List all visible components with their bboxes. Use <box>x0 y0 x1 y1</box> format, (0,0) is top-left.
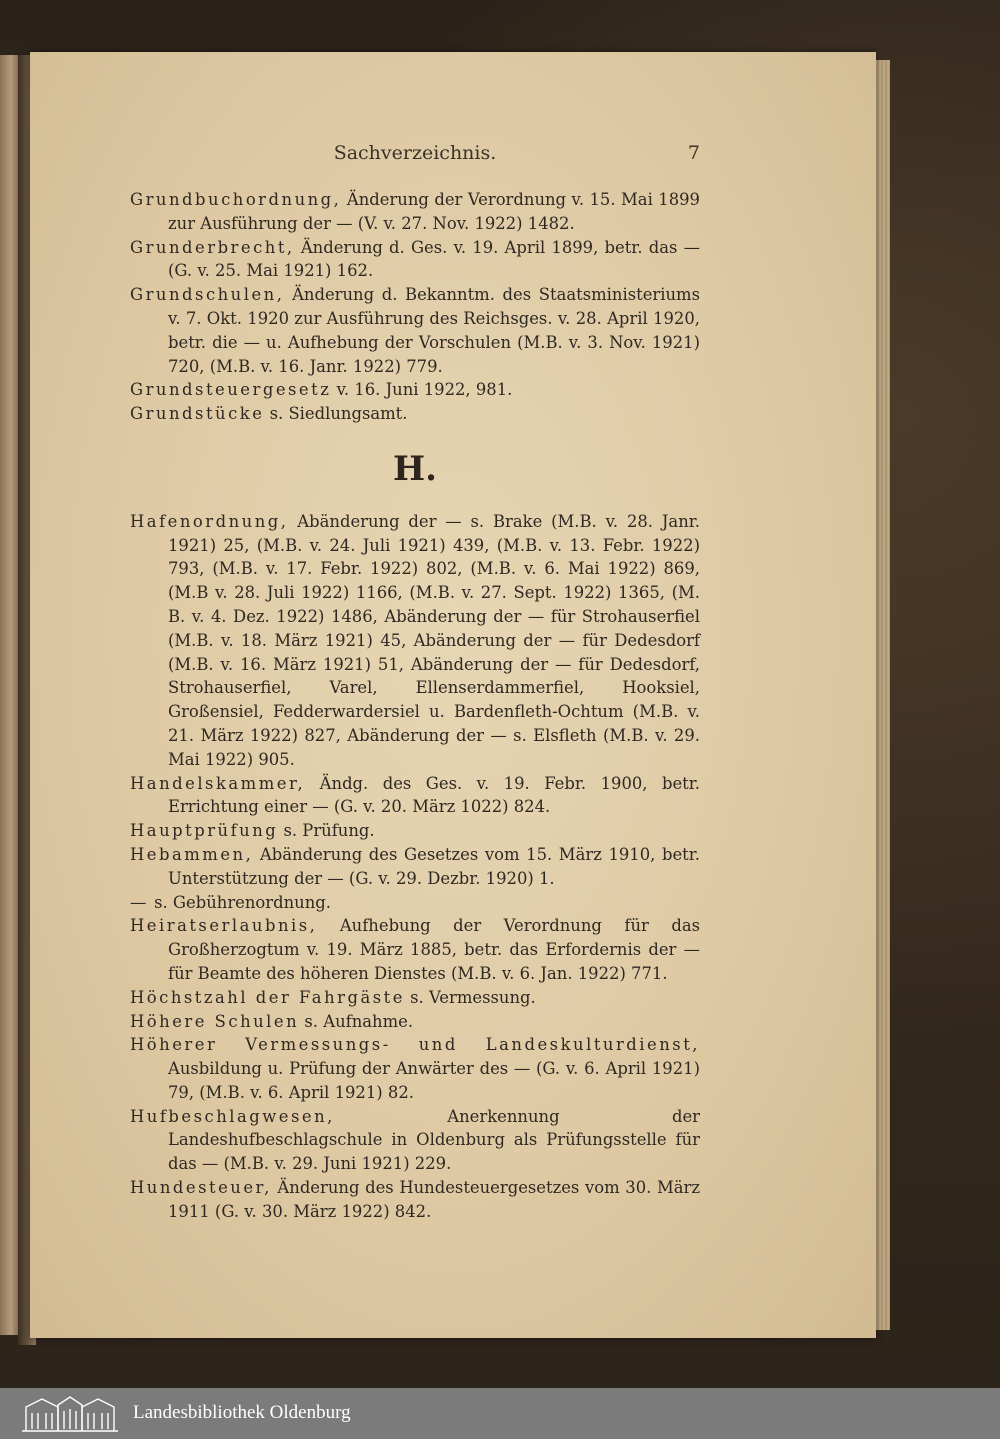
entry-text: Anerkennung der Landeshufbeschlagschule in Oldenburg als Prüfungsstelle für das — (M.B. v. 29. Juni 1921) 229. <box>168 1106 700 1174</box>
entry-text: Änderung d. Ges. v. 19. April 1899, betr. das — (G. v. 25. Mai 1921) 162. <box>168 237 700 281</box>
entry-keyword: Höchstzahl der Fahrgäste <box>130 987 405 1007</box>
entry-text: Abänderung des Gesetzes vom 15. März 1910, betr. Unterstützung der — (G. v. 29. Dezbr. 1920) 1. <box>168 844 700 888</box>
entry-text: Ausbildung u. Prüfung der Anwärter des — (G. v. 6. April 1921) 79, (M.B. v. 6. April 1921) 82. <box>168 1059 700 1102</box>
index-entry <box>130 236 700 284</box>
index-entry <box>130 819 700 843</box>
index-entry <box>130 986 700 1010</box>
entry-text: s. Aufnahme. <box>299 1011 414 1031</box>
entry-text: Änderung d. Bekanntm. des Staatsministeriums v. 7. Okt. 1920 zur Ausführung des Reichsges. v. 28. April 1920, betr. die — u. Aufhebung der Vorschulen (M.B. v. 3. Nov. 1921) 720, (M.B. v. 16. Janr. 1922) 779. <box>168 285 700 376</box>
section-letter: H. <box>393 448 437 489</box>
entry-keyword: Hufbeschlagwesen, <box>130 1106 335 1126</box>
entries-g-group <box>130 188 700 426</box>
library-building-logo <box>20 1393 120 1433</box>
entry-keyword: Hauptprüfung <box>130 821 279 841</box>
page-number: 7 <box>687 142 700 164</box>
entry-keyword: Höhere Schulen <box>130 1011 300 1031</box>
entry-keyword: Hebammen, <box>130 844 254 864</box>
library-name: Landesbibliothek Oldenburg <box>133 1402 351 1423</box>
entry-text: s. Prüfung. <box>278 821 375 841</box>
index-entry <box>130 188 700 236</box>
entry-keyword: Hundesteuer, <box>130 1178 272 1198</box>
entry-text: Ändg. des Ges. v. 19. Febr. 1900, betr. Errichtung einer — (G. v. 20. März 1022) 824. <box>168 773 700 817</box>
entry-text: Änderung des Hundesteuergesetzes vom 30. März 1911 (G. v. 30. März 1922) 842. <box>168 1178 700 1221</box>
header-title: Sachverzeichnis. <box>333 142 497 164</box>
entry-keyword: Grundstücke <box>130 404 265 424</box>
index-entry <box>130 378 700 402</box>
entry-keyword: Höherer Vermessungs- und Landeskulturdienst, <box>130 1035 700 1055</box>
running-header <box>130 142 700 172</box>
entry-text: s. Gebührenordnung. <box>148 892 331 912</box>
entry-text: Abänderung der — s. Brake (M.B. v. 28. Janr. 1921) 25, (M.B. v. 24. Juli 1921) 439, (M.B. v. 13. Febr. 1922) 793, (M.B. v. 17. Febr. 1922) 802, (M.B. v. 6. Mai 1922) 869, (M.B v. 28. Juli 1922) 1166, (M.B. v. 27. Sept. 1922) 1365, (M. B. v. 4. Dez. 1922) 1486, Abänderung der — für Strohauserfiel (M.B. v. 18. März 1921) 45, Abänderung der — für Dedesdorf (M.B. v. 16. März 1921) 51, Abänderung der — für Dedesdorf, Strohauserfiel, Varel, Ellenserdammerfiel, Hooksiel, Großensiel, Fedderwardersiel u. Bardenfleth-Ochtum (M.B. v. 21. März 1922) 827, Abänderung der — s. Elsfleth (M.B. v. 29. Mai 1922) 905. <box>168 511 700 769</box>
entry-keyword: Hafenordnung, <box>130 511 289 531</box>
entry-keyword: Grundsteuergesetz <box>130 380 332 400</box>
entries-h-group <box>130 510 700 1224</box>
entry-keyword: Handelskammer, <box>130 773 306 793</box>
entry-text: s. Vermessung. <box>404 987 536 1007</box>
entry-text: s. Siedlungsamt. <box>264 404 408 424</box>
index-entry <box>130 1105 700 1176</box>
index-entry <box>130 1010 700 1034</box>
index-entry <box>130 891 700 915</box>
entry-text: Aufhebung der Verordnung für das Großherzogtum v. 19. März 1885, betr. das Erfordernis der — für Beamte des höheren Dienstes (M.B. v. 6. Jan. 1922) 771. <box>168 916 700 983</box>
entry-keyword: Grunderbrecht, <box>130 237 295 257</box>
entry-text: v. 16. Juni 1922, 981. <box>331 380 513 400</box>
index-entry <box>130 1176 700 1224</box>
index-entry <box>130 510 700 772</box>
library-footer-bar <box>0 1388 1000 1439</box>
index-entries <box>130 188 700 1224</box>
entry-text: Änderung der Verordnung v. 15. Mai 1899 zur Ausführung der — (V. v. 27. Nov. 1922) 1482. <box>168 190 700 233</box>
index-entry <box>130 283 700 378</box>
index-entry <box>130 772 700 820</box>
index-entry <box>130 914 700 985</box>
entry-keyword: — <box>130 892 149 912</box>
entry-keyword: Grundschulen, <box>130 285 285 305</box>
index-entry <box>130 843 700 891</box>
entry-keyword: Heiratserlaubnis, <box>130 916 318 936</box>
page-stack-edge <box>876 60 890 1330</box>
index-entry <box>130 402 700 426</box>
index-entry <box>130 1033 700 1104</box>
entry-keyword: Grundbuchordnung, <box>130 190 342 209</box>
